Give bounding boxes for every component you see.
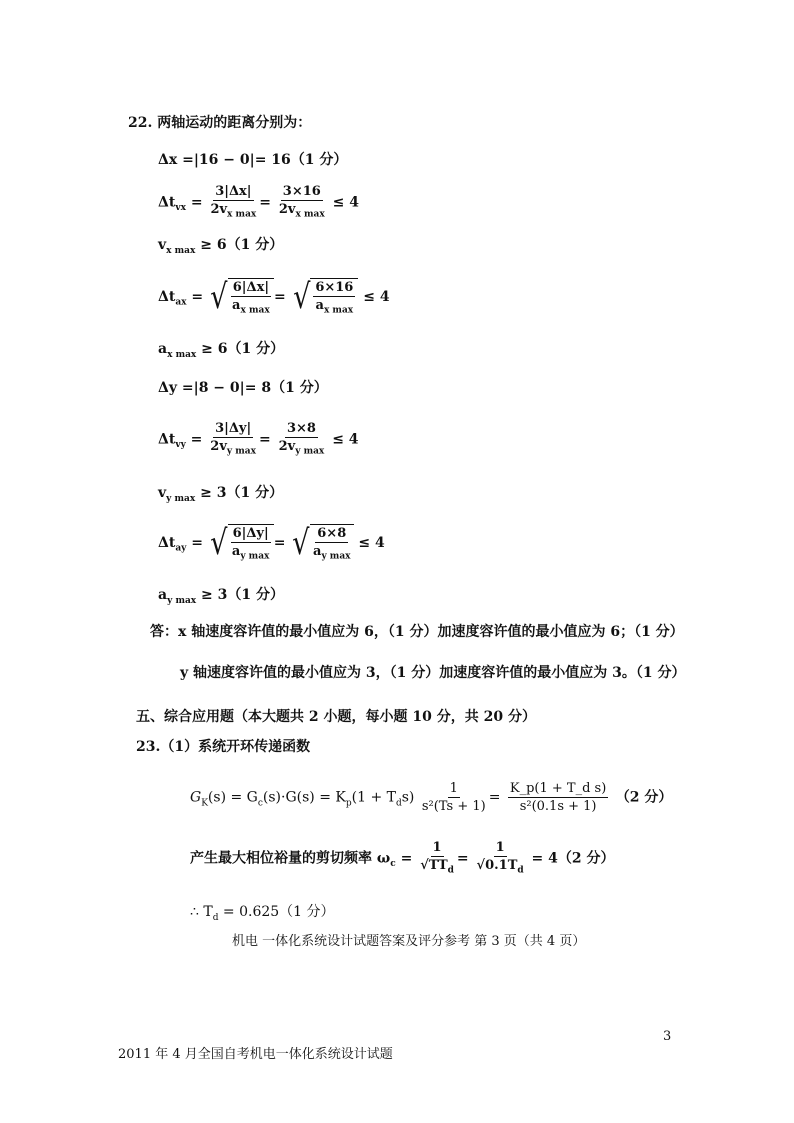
q23-transfer-function-eq: $G_K(s) = G_c(s)\cdot G(s) = K_p(1 + T_ds)$ $\frac{1}{\text{s²(Ts + 1)}}$ = $\frac{\text{K\_p(1 + T\_d s)}}{\text{s²(0.1s + 1)}}$ （2 分） bbox=[190, 781, 673, 814]
q22-aymax-line: $a_{y max} \ge 3(1$ 分） bbox=[158, 587, 285, 606]
q22-dtay-eq: $\Delta t_{ay}$ = √ $\frac{6|\Delta y|}{a_{y max}}$ = √ $\frac{6\times 8}{a_{y max}}$ ≤ 4 bbox=[158, 522, 385, 563]
page-caption: 机电 一体化系统设计试题答案及评分参考 第 3 页（共 4 页） bbox=[232, 934, 586, 949]
q22-dy-line: Δy =|8 − 0|= 8（1 分） bbox=[158, 380, 328, 396]
q22-axmax-line: $a_{x max} \ge 6(1$ 分） bbox=[158, 341, 285, 360]
q22-answer-x: 答：x 轴速度容许值的最小值应为 6，（1 分）加速度容许值的最小值应为 6；（1 分） bbox=[150, 624, 684, 640]
q22-dtax-eq: $\Delta t_{ax}$ = √ $\frac{6|\Delta x|}{a_{x max}}$ = √ $\frac{6\times 16}{a_{x max}}$ ≤ 4 bbox=[158, 276, 390, 317]
q22-answer-y: y 轴速度容许值的最小值应为 3，（1 分）加速度容许值的最小值应为 3。（1 分） bbox=[180, 665, 686, 681]
q23-td-result: ∴ $T_d = 0.625(1$ 分） bbox=[190, 904, 335, 923]
q22-dtvy-eq: $\Delta t_{vy}$ = $\frac{3|\Delta y|}{2v_{y max}}$ = $\frac{3\times 8}{2v_{y max}}$ ≤ 4 bbox=[158, 421, 359, 457]
q23-heading: 23.（1）系统开环传递函数 bbox=[136, 739, 311, 755]
q23-crossover-frequency-eq: 产生最大相位裕量的剪切频率 $\omega_c$ = $\frac{1}{√TT_d}$ = $\frac{1}{√0.1T_d}$ = 4（2 分） bbox=[190, 840, 615, 876]
q22-dtvx-eq: $\Delta t_{vx}$ = $\frac{3|\Delta x|}{2v_{x max}}$ = $\frac{3\times 16}{2v_{x max}}$ ≤ 4 bbox=[158, 184, 359, 220]
q22-dx-line: Δx =|16 − 0|= 16（1 分） bbox=[158, 152, 348, 168]
q22-vymax-line: $v_{y max} \ge 3(1$ 分） bbox=[158, 485, 284, 504]
page-number: 3 bbox=[663, 1029, 672, 1044]
q22-heading: 22. 两轴运动的距离分别为： bbox=[128, 115, 312, 131]
section-five-heading: 五、综合应用题（本大题共 2 小题，每小题 10 分，共 20 分） bbox=[136, 709, 536, 725]
q22-vxmax-line: $v_{x max} \ge 6(1$ 分） bbox=[158, 237, 284, 256]
document-footer: 2011 年 4 月全国自考机电一体化系统设计试题 bbox=[118, 1047, 393, 1062]
